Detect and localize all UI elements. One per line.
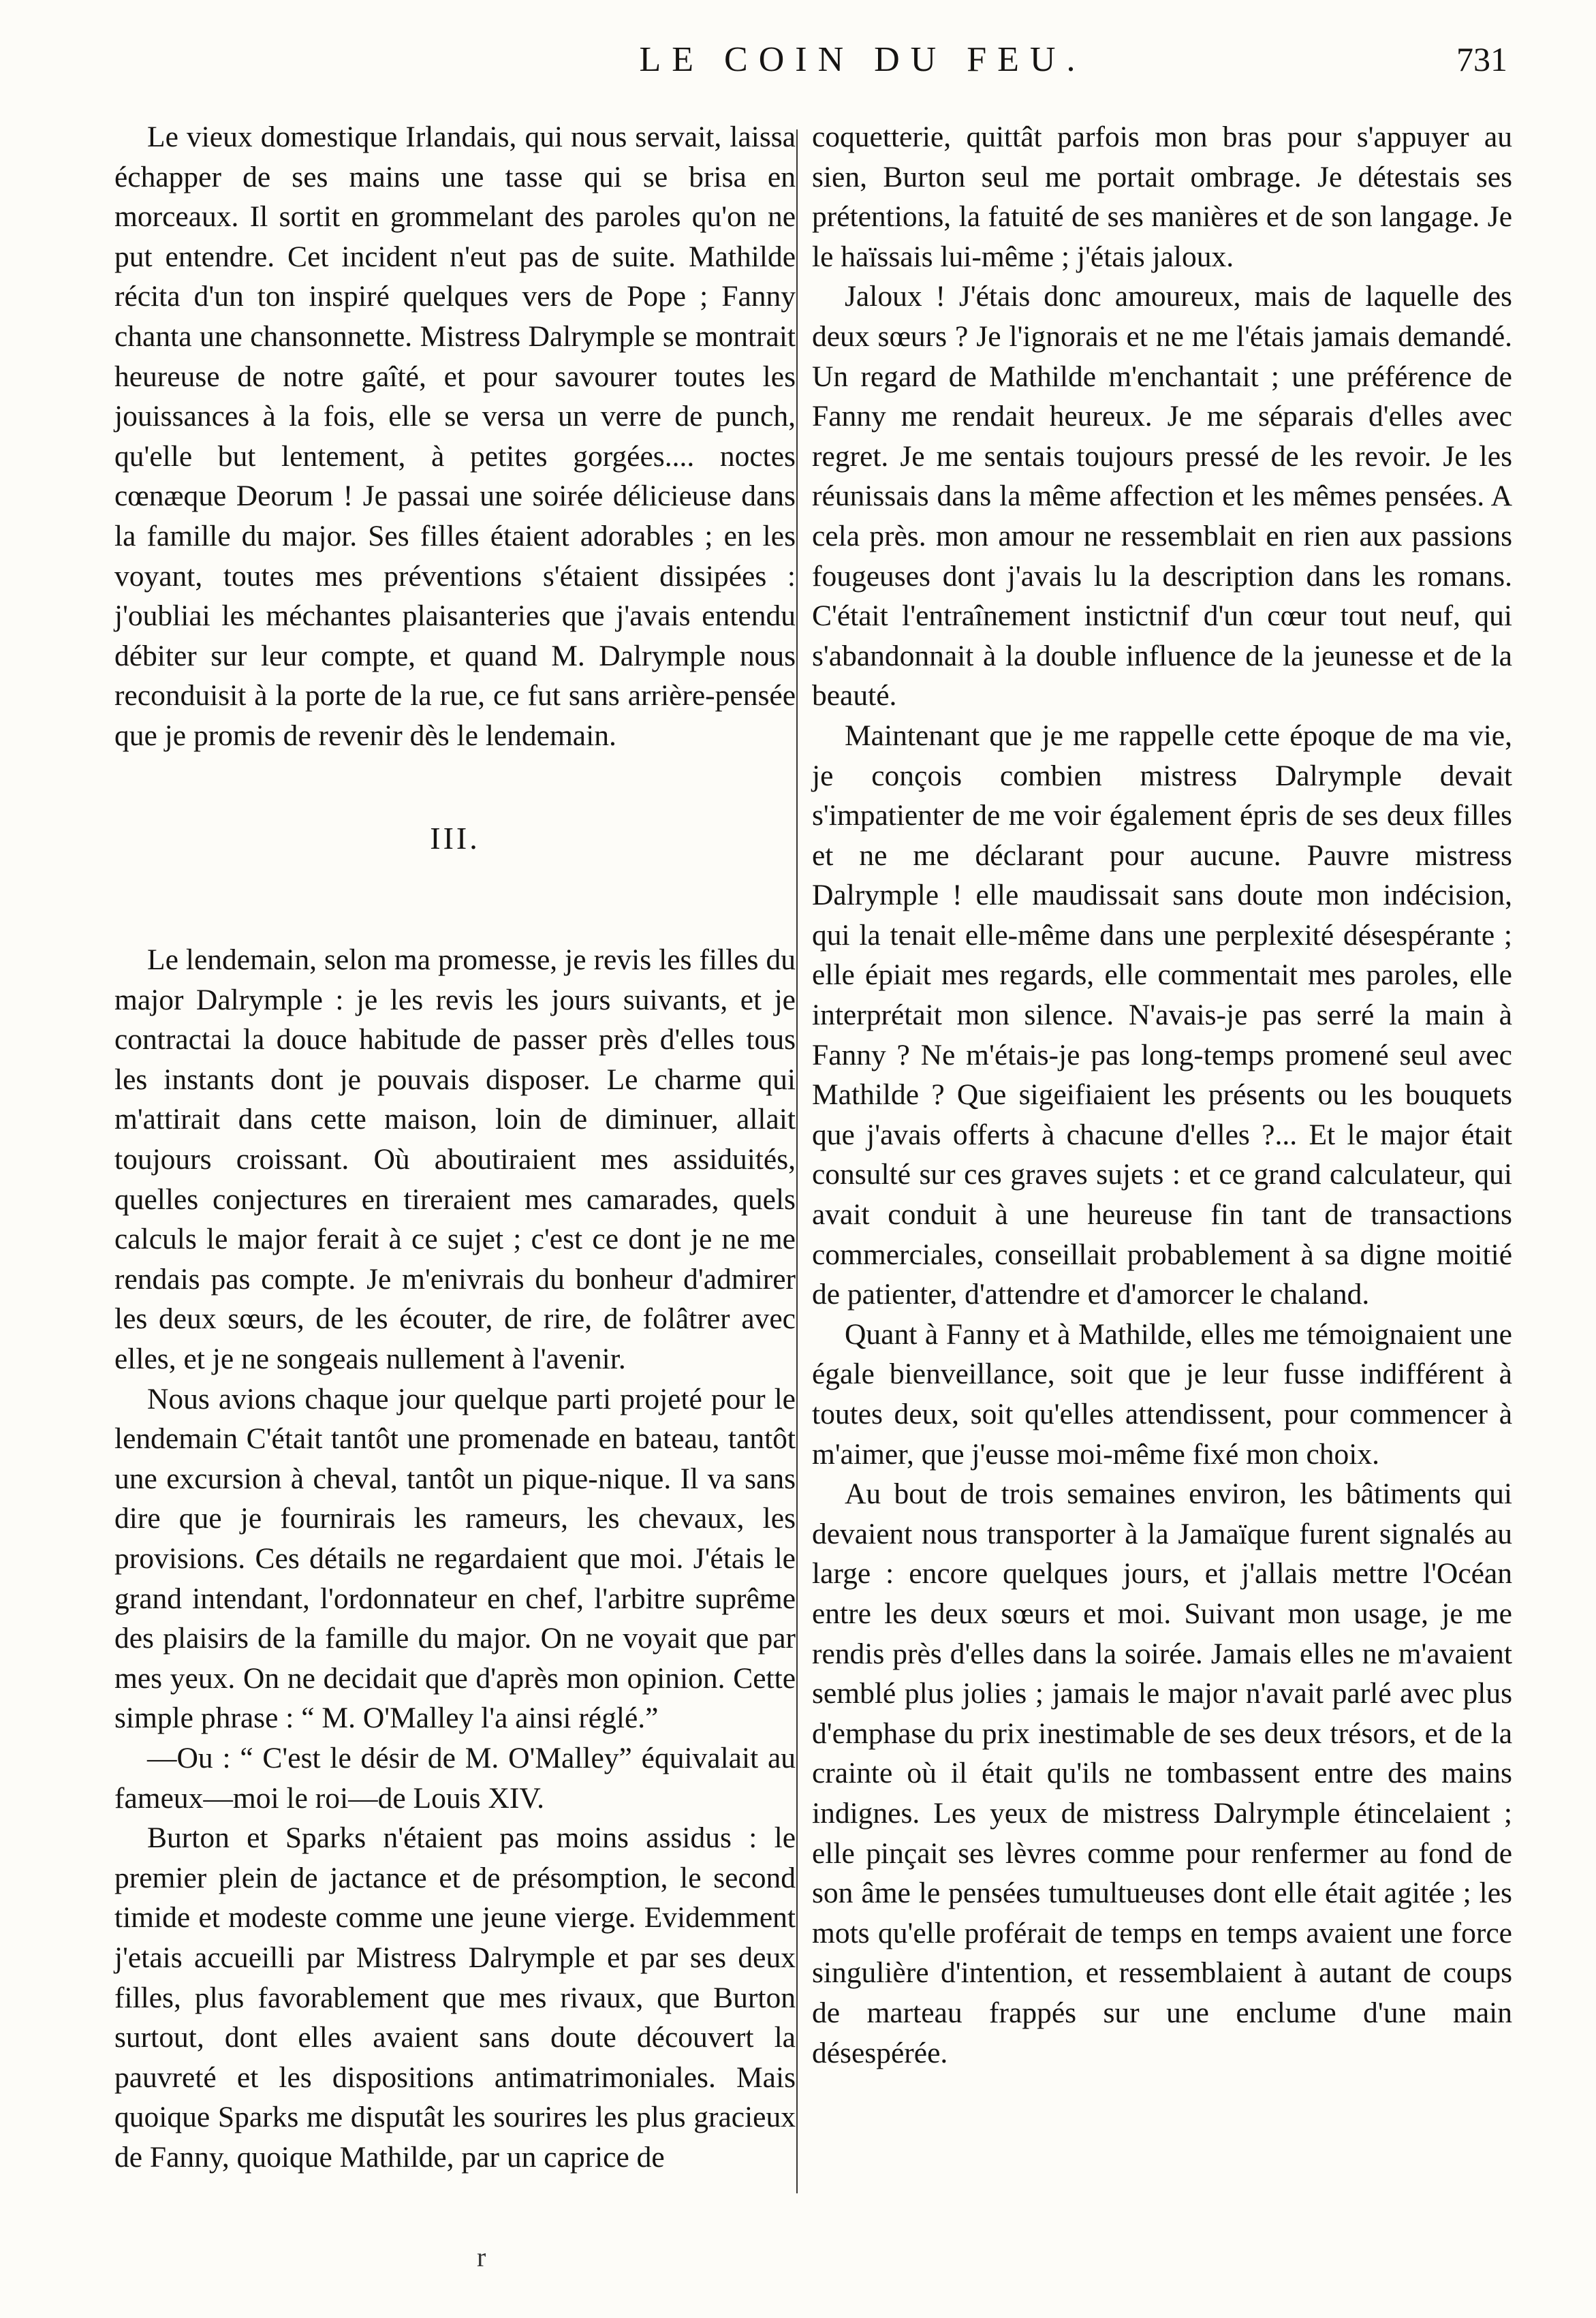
page-number: 731 [1456,40,1507,78]
paragraph: Jaloux ! J'étais donc amoureux, mais de laquelle des deux sœurs ? Je l'ignorais et ne me l'étais jamais demandé. Un regard de Mathilde m'enchantait ; une préférence de Fanny me rendait heureux. Je me séparais d'elles avec regret. Je me sentais toujours pressé de les revoir. Je les réunissais dans la même affection et les mêmes pensées. A cela près. mon amour ne ressemblait en rien aux passions fougeuses dont j'avais lu la description dans les romans. C'était l'entraînement instictnif d'un cœur tout neuf, qui s'abandonnait à la double influence de la jeunesse et de la beauté. [812,280,1512,712]
signature-mark: r [477,2242,486,2272]
paragraph: —Ou : “ C'est le désir de M. O'Malley” équivalait au fameux—moi le roi—de Louis XIV. [114,1741,796,1815]
paragraph: Nous avions chaque jour quelque parti projeté pour le lendemain C'était tantôt une promenade en bateau, tantôt une excursion à cheval, tantôt un pique-nique. Il va sans dire que je fournirais les rameurs, les chevaux, les provisions. Ces détails ne regardaient que moi. J'étais le grand intendant, l'ordonnateur en chef, l'arbitre suprême des plaisirs de la famille du major. On ne voyait que par mes yeux. On ne decidait que d'après mon opinion. Cette simple phrase : “ M. O'Malley l'a ainsi réglé.” [114,1382,796,1735]
paragraph: Le lendemain, selon ma promesse, je revis les filles du major Dalrymple : je les revis les jours suivants, et je contractai la douce habitude de passer près d'elles tous les instants dont je pouvais disposer. Le charme qui m'attirait dans cette maison, loin de diminuer, allait toujours croissant. Où aboutiraient mes assiduités, quelles conjectures en tireraient mes camarades, quels calculs le major ferait à ce sujet ; c'est ce dont je ne me rendais pas compte. Je m'enivrais du bonheur d'admirer les deux sœurs, de les écouter, de rire, de folâtrer avec elles, et je ne songeais nullement à l'avenir. [114,943,796,1376]
paragraph: Le vieux domestique Irlandais, qui nous servait, laissa échapper de ses mains une tasse qui se brisa en morceaux. Il sortit en grommelant des paroles qu'on ne put entendre. Cet incident n'eut pas de suite. Mathilde récita d'un ton inspiré quelques vers de Pope ; Fanny chanta une chansonnette. Mistress Dalrymple se montrait heureuse de notre gaîté, et pour savourer toutes les jouissances à la fois, elle se versa un verre de punch, qu'elle but lentement, à petites gorgées.... noctes cœnæque Deorum ! Je passai une soirée délicieuse dans la famille du major. Ses filles étaient adorables ; en les voyant, toutes mes préventions s'étaient dissipées : j'oubliai les méchantes plaisanteries que j'avais entendu débiter sur leur compte, et quand M. Dalrymple nous reconduisit à la porte de la rue, ce fut sans arrière-pensée que je promis de revenir dès le lendemain. [114,121,796,752]
right-column [812,117,1512,2073]
left-column [114,117,796,2178]
paragraph: Au bout de trois semaines environ, les bâtiments qui devaient nous transporter à la Jamaïque furent signalés au large : encore quelques jours, et j'allais mettre l'Océan entre les deux sœurs et moi. Suivant mon usage, je me rendis près d'elles dans la soirée. Jamais elles ne m'avaient semblé plus jolies ; jamais le major n'avait parlé avec plus d'emphase du prix inestimable de ses deux trésors, et de la crainte où il était qu'ils ne tombassent entre des mains indignes. Les yeux de mistress Dalrymple étincelaient ; elle pinçait ses lèvres comme pour renfermer au fond de son âme le pensées tumultueuses dont elle était agitée ; les mots qu'elle proférait de temps en temps avaient une force singulière d'intention, et ressemblaient à autant de coups de marteau frappés sur une enclume d'une main désespérée. [812,1477,1512,2069]
column-divider [796,129,798,2193]
section-heading: III. [430,820,480,856]
paragraph: Burton et Sparks n'étaient pas moins assidus : le premier plein de jactance et de présomption, le second timide et modeste comme une jeune vierge. Evidemment j'etais accueilli par Mistress Dalrymple et par ses deux filles, plus favorablement que mes rivaux, que Burton surtout, dont elles avaient sans doute découvert la pauvreté et les dispositions antimatrimoniales. Mais quoique Sparks me disputât les sourires les plus gracieux de Fanny, quoique Mathilde, par un caprice de [114,1821,796,2174]
running-title: LE COIN DU FEU. [639,40,1086,79]
page-header [102,40,1507,94]
paragraph: coquetterie, quittât parfois mon bras pour s'appuyer au sien, Burton seul me portait ombrage. Je détestais ses prétentions, la fatuité de ses manières et de son langage. Je le haïssais lui-même ; j'étais jaloux. [812,121,1512,273]
paragraph: Quant à Fanny et à Mathilde, elles me témoignaient une égale bienveillance, soit que je leur fusse indifférent à toutes deux, soit qu'elles attendissent, pour commencer à m'aimer, que j'eusse moi-même fixé mon choix. [812,1317,1512,1471]
paragraph: Maintenant que je me rappelle cette époque de ma vie, je conçois combien mistress Dalrymple devait s'impatienter de me voir également épris de ses deux filles et ne me déclarant pour aucune. Pauvre mistress Dalrymple ! elle maudissait sans doute mon indécision, qui la tenait elle-même dans une perplexité désespérante ; elle épiait mes regards, elle commentait mes paroles, elle interprétait mon silence. N'avais-je pas serré la main à Fanny ? Ne m'étais-je pas long-temps promené seul avec Mathilde ? Que sigeifiaient les présents ou les bouquets que j'avais offerts à chacune d'elles ?... Et le major était consulté sur ces graves sujets : et ce grand calculateur, qui avait conduit à une heureuse fin tant de transactions commerciales, conseillait probablement à sa digne moitié de patienter, d'attendre et d'amorcer le chaland. [812,719,1512,1311]
